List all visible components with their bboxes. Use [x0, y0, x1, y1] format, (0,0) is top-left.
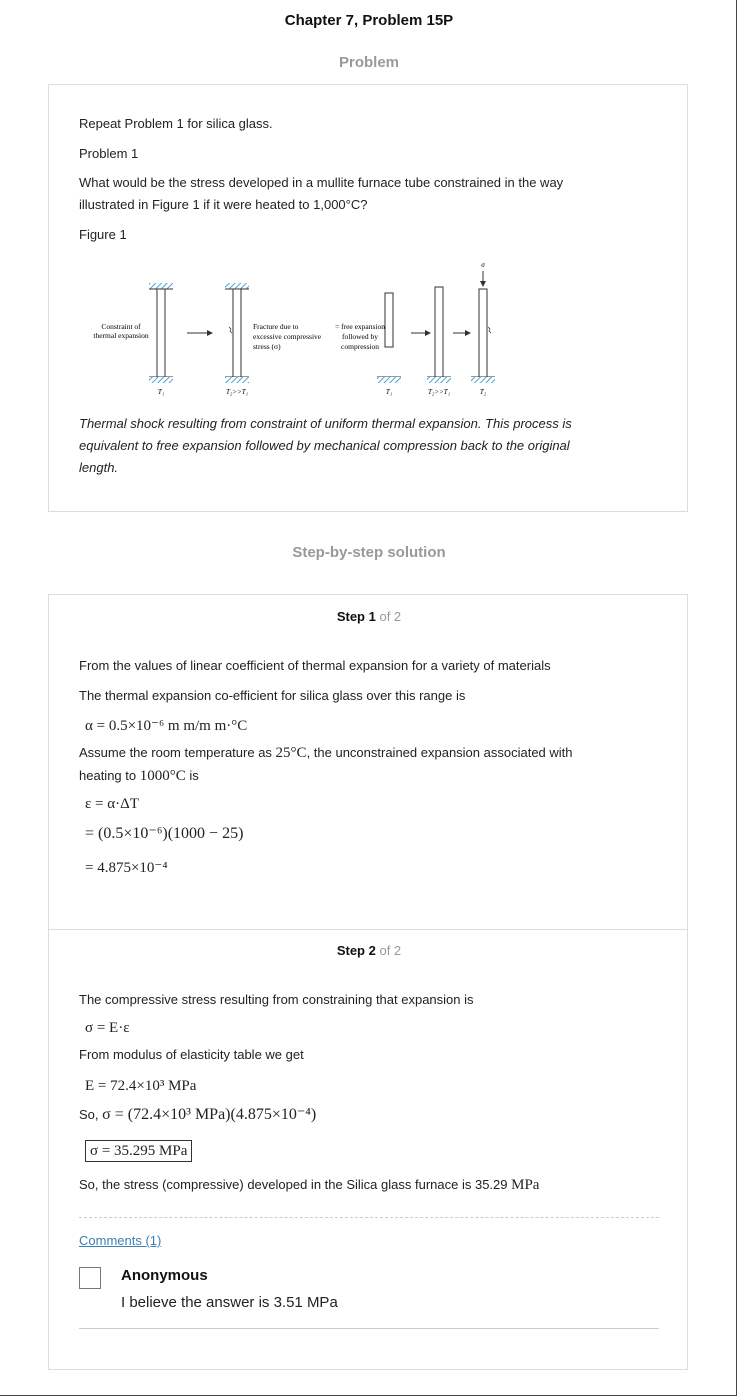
step-2-line-2: From modulus of elasticity table we get: [79, 1047, 304, 1062]
fracture-label-2: excessive compressive: [253, 332, 322, 341]
stress-substitution: σ = (72.4×10³ MPa)(4.875×10⁻⁴): [102, 1106, 317, 1123]
conclusion-line: [79, 1174, 539, 1196]
col3-temp-label: T₁: [385, 388, 393, 396]
modulus-equation: E = 72.4×10³ MPa: [85, 1078, 197, 1094]
alpha-equation: α = 0.5×10⁻⁶ m m/m m·°C: [85, 718, 248, 734]
heating-temperature: 1000°C: [139, 768, 186, 784]
page-title: Chapter 7, Problem 15P: [284, 12, 454, 29]
arrow-2-icon: [411, 330, 431, 336]
strain-equation: ε = α·ΔT: [85, 796, 139, 812]
solution-panel: [48, 594, 688, 1370]
problem-intro: Repeat Problem 1 for silica glass.: [79, 116, 273, 131]
sigma-label: σ: [481, 261, 485, 269]
comments-link[interactable]: Comments (1): [79, 1233, 162, 1248]
col2-temp-label: T₂>>T₁: [225, 388, 249, 396]
assume-text-b: , the unconstrained expansion associated with: [306, 745, 573, 760]
conclusion-unit: MPa: [511, 1177, 540, 1193]
free-expansion-label-2: followed by: [341, 332, 379, 341]
free-expansion-label-3: compression: [341, 342, 379, 351]
assume-line: [79, 742, 573, 764]
fractured-column: [225, 283, 249, 396]
step-2-line-1: The compressive stress resulting from constraining that expansion is: [79, 992, 474, 1007]
stress-result-box: [85, 1140, 192, 1162]
constrained-column: [149, 283, 173, 396]
constraint-label-2: thermal expansion: [93, 331, 149, 340]
heating-text-a: heating to: [79, 768, 137, 783]
question-line-2: illustrated in Figure 1 if it were heated to 1,000°C?: [79, 197, 368, 212]
comment-author: Anonymous: [121, 1267, 208, 1284]
step-2-of: of 2: [379, 943, 402, 958]
thermal-expansion-figure: [89, 253, 509, 403]
step-1-label: Step 1: [336, 609, 376, 624]
step-2-label: Step 2: [336, 943, 376, 958]
stress-substitution-line: [79, 1104, 316, 1126]
step-1-line-2: The thermal expansion co-efficient for silica glass over this range is: [79, 688, 466, 703]
col1-temp-label: T₁: [157, 388, 165, 396]
caption-line-1: Thermal shock resulting from constraint of uniform thermal expansion. This process is: [79, 416, 572, 431]
heating-line: [79, 765, 199, 787]
question-line-1: What would be the stress developed in a mullite furnace tube constrained in the way: [79, 175, 564, 190]
comments-separator: [79, 1217, 659, 1218]
problem-subtitle: Problem 1: [79, 146, 139, 161]
solution-heading: Step-by-step solution: [292, 544, 446, 561]
assume-text-a: Assume the room temperature as: [79, 745, 272, 760]
free-column-t1: [377, 293, 401, 396]
caption-line-3: length.: [79, 460, 119, 475]
stress-result: σ = 35.295 MPa: [85, 1140, 192, 1162]
fracture-label-1: Fracture due to: [253, 322, 299, 331]
free-column-expanded: [427, 287, 451, 396]
comment-text: I believe the answer is 3.51 MPa: [121, 1294, 338, 1311]
step-1-header: [49, 609, 689, 624]
heating-text-b: is: [189, 768, 199, 783]
col4-temp-label: T₂>>T₁: [427, 388, 451, 396]
constraint-label-1: Constraint of: [101, 322, 141, 331]
arrow-3-icon: [453, 330, 471, 336]
problem-panel: [48, 84, 688, 512]
step-1-line-1: From the values of linear coefficient of thermal expansion for a variety of materials: [79, 658, 551, 673]
step-1-of: of 2: [379, 609, 402, 624]
problem-heading: Problem: [338, 54, 399, 71]
room-temperature: 25°C: [275, 745, 307, 761]
free-expansion-label-1: = free expansion: [334, 322, 386, 331]
conclusion-text: So, the stress (compressive) developed in the Silica glass furnace is 35.29: [79, 1177, 508, 1192]
step-divider: [49, 929, 687, 930]
comment-bottom-rule: [79, 1328, 659, 1329]
arrow-1-icon: [187, 330, 213, 336]
col5-temp-label: T₂: [479, 388, 487, 396]
so-label: So,: [79, 1107, 99, 1122]
figure-label: Figure 1: [79, 227, 127, 242]
step-2-header: [49, 943, 689, 958]
stress-equation: σ = E·ε: [85, 1020, 130, 1036]
fracture-label-3: stress (σ): [253, 342, 281, 351]
strain-result: = 4.875×10⁻⁴: [85, 860, 168, 876]
compressed-column: [471, 261, 495, 396]
caption-line-2: equivalent to free expansion followed by mechanical compression back to the original: [79, 438, 570, 453]
strain-substitution: = (0.5×10⁻⁶)(1000 − 25): [85, 825, 244, 842]
comment-checkbox[interactable]: [79, 1267, 101, 1289]
